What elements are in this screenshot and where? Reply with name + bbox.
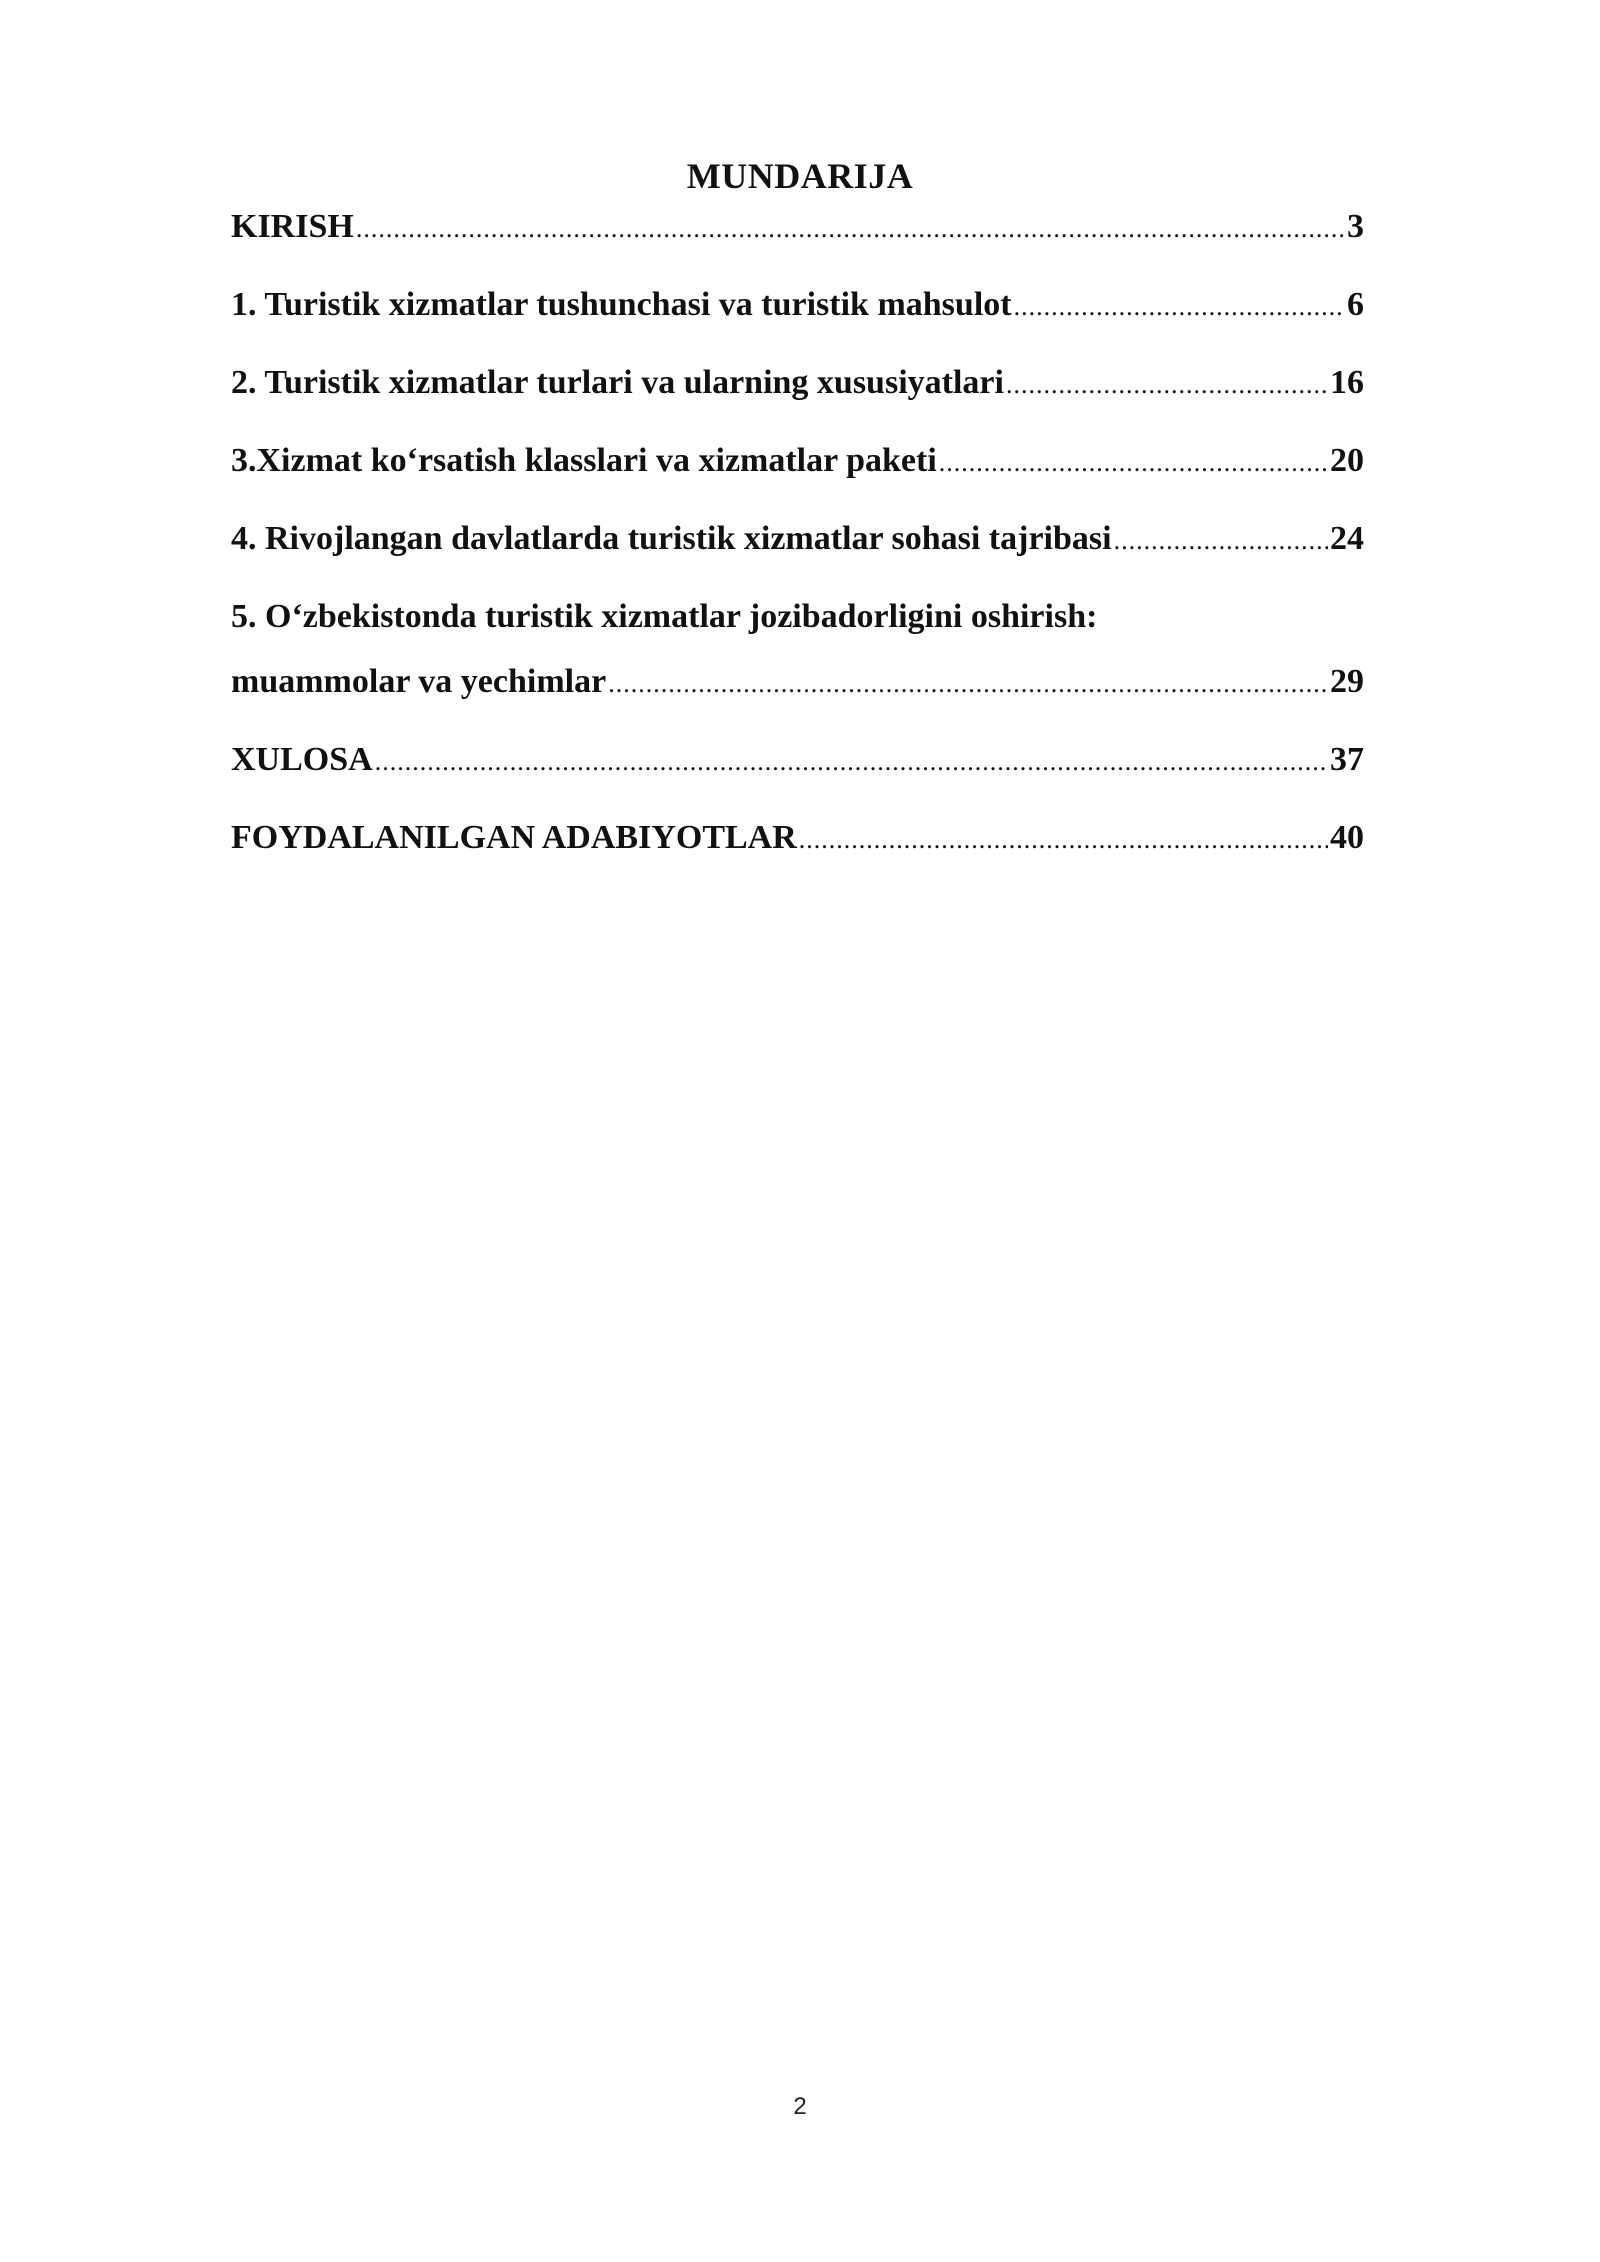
toc-entry-page: 24: [1330, 520, 1364, 557]
dot-leader: [939, 437, 1328, 489]
toc-entry-chapter-5-line2[interactable]: [231, 656, 1364, 708]
toc-entry-page: 37: [1330, 741, 1364, 778]
dot-leader: [608, 658, 1328, 710]
toc-entry-page: 6: [1347, 286, 1364, 323]
toc-entry-label: FOYDALANILGAN ADABIYOTLAR: [231, 819, 797, 856]
toc-entry-page: 20: [1330, 442, 1364, 479]
toc-entry-label: 5. O‘zbekistonda turistik xizmatlar jozibadorligini oshirish:: [231, 598, 1098, 635]
toc-entry-label: 1. Turistik xizmatlar tushunchasi va turistik mahsulot: [231, 286, 1012, 323]
toc-entry-label: muammolar va yechimlar: [231, 663, 607, 700]
page-number: 2: [793, 2093, 807, 2120]
dot-leader: [799, 814, 1328, 866]
dot-leader: [1114, 515, 1328, 567]
dot-leader: [1006, 359, 1328, 411]
dot-leader: [1014, 281, 1345, 333]
toc-entry-label: 3.Xizmat ko‘rsatish klasslari va xizmatlar paketi: [231, 442, 937, 479]
toc-entry-xulosa[interactable]: [231, 734, 1364, 786]
toc-entry-chapter-4[interactable]: [231, 513, 1364, 565]
dot-leader: [356, 203, 1345, 255]
toc-entry-chapter-3[interactable]: [231, 435, 1364, 487]
toc-entry-label: XULOSA: [231, 741, 373, 778]
toc-entry-references[interactable]: [231, 812, 1364, 864]
toc-title: MUNDARIJA: [686, 156, 914, 196]
toc-entry-chapter-1[interactable]: [231, 279, 1364, 331]
toc-entry-kirish[interactable]: [231, 201, 1364, 253]
toc-entry-page: 16: [1330, 364, 1364, 401]
toc-entry-page: 40: [1330, 819, 1364, 856]
toc-entry-label: 2. Turistik xizmatlar turlari va ularning xususiyatlari: [231, 364, 1004, 401]
toc-entry-page: 29: [1330, 663, 1364, 700]
toc-entry-chapter-5-line1[interactable]: [231, 591, 1364, 643]
dot-leader: [375, 736, 1328, 788]
toc-entry-label: KIRISH: [231, 208, 354, 245]
toc-entry-label: 4. Rivojlangan davlatlarda turistik xizmatlar sohasi tajribasi: [231, 520, 1112, 557]
toc-entry-chapter-2[interactable]: [231, 357, 1364, 409]
toc-entry-page: 3: [1347, 208, 1364, 245]
